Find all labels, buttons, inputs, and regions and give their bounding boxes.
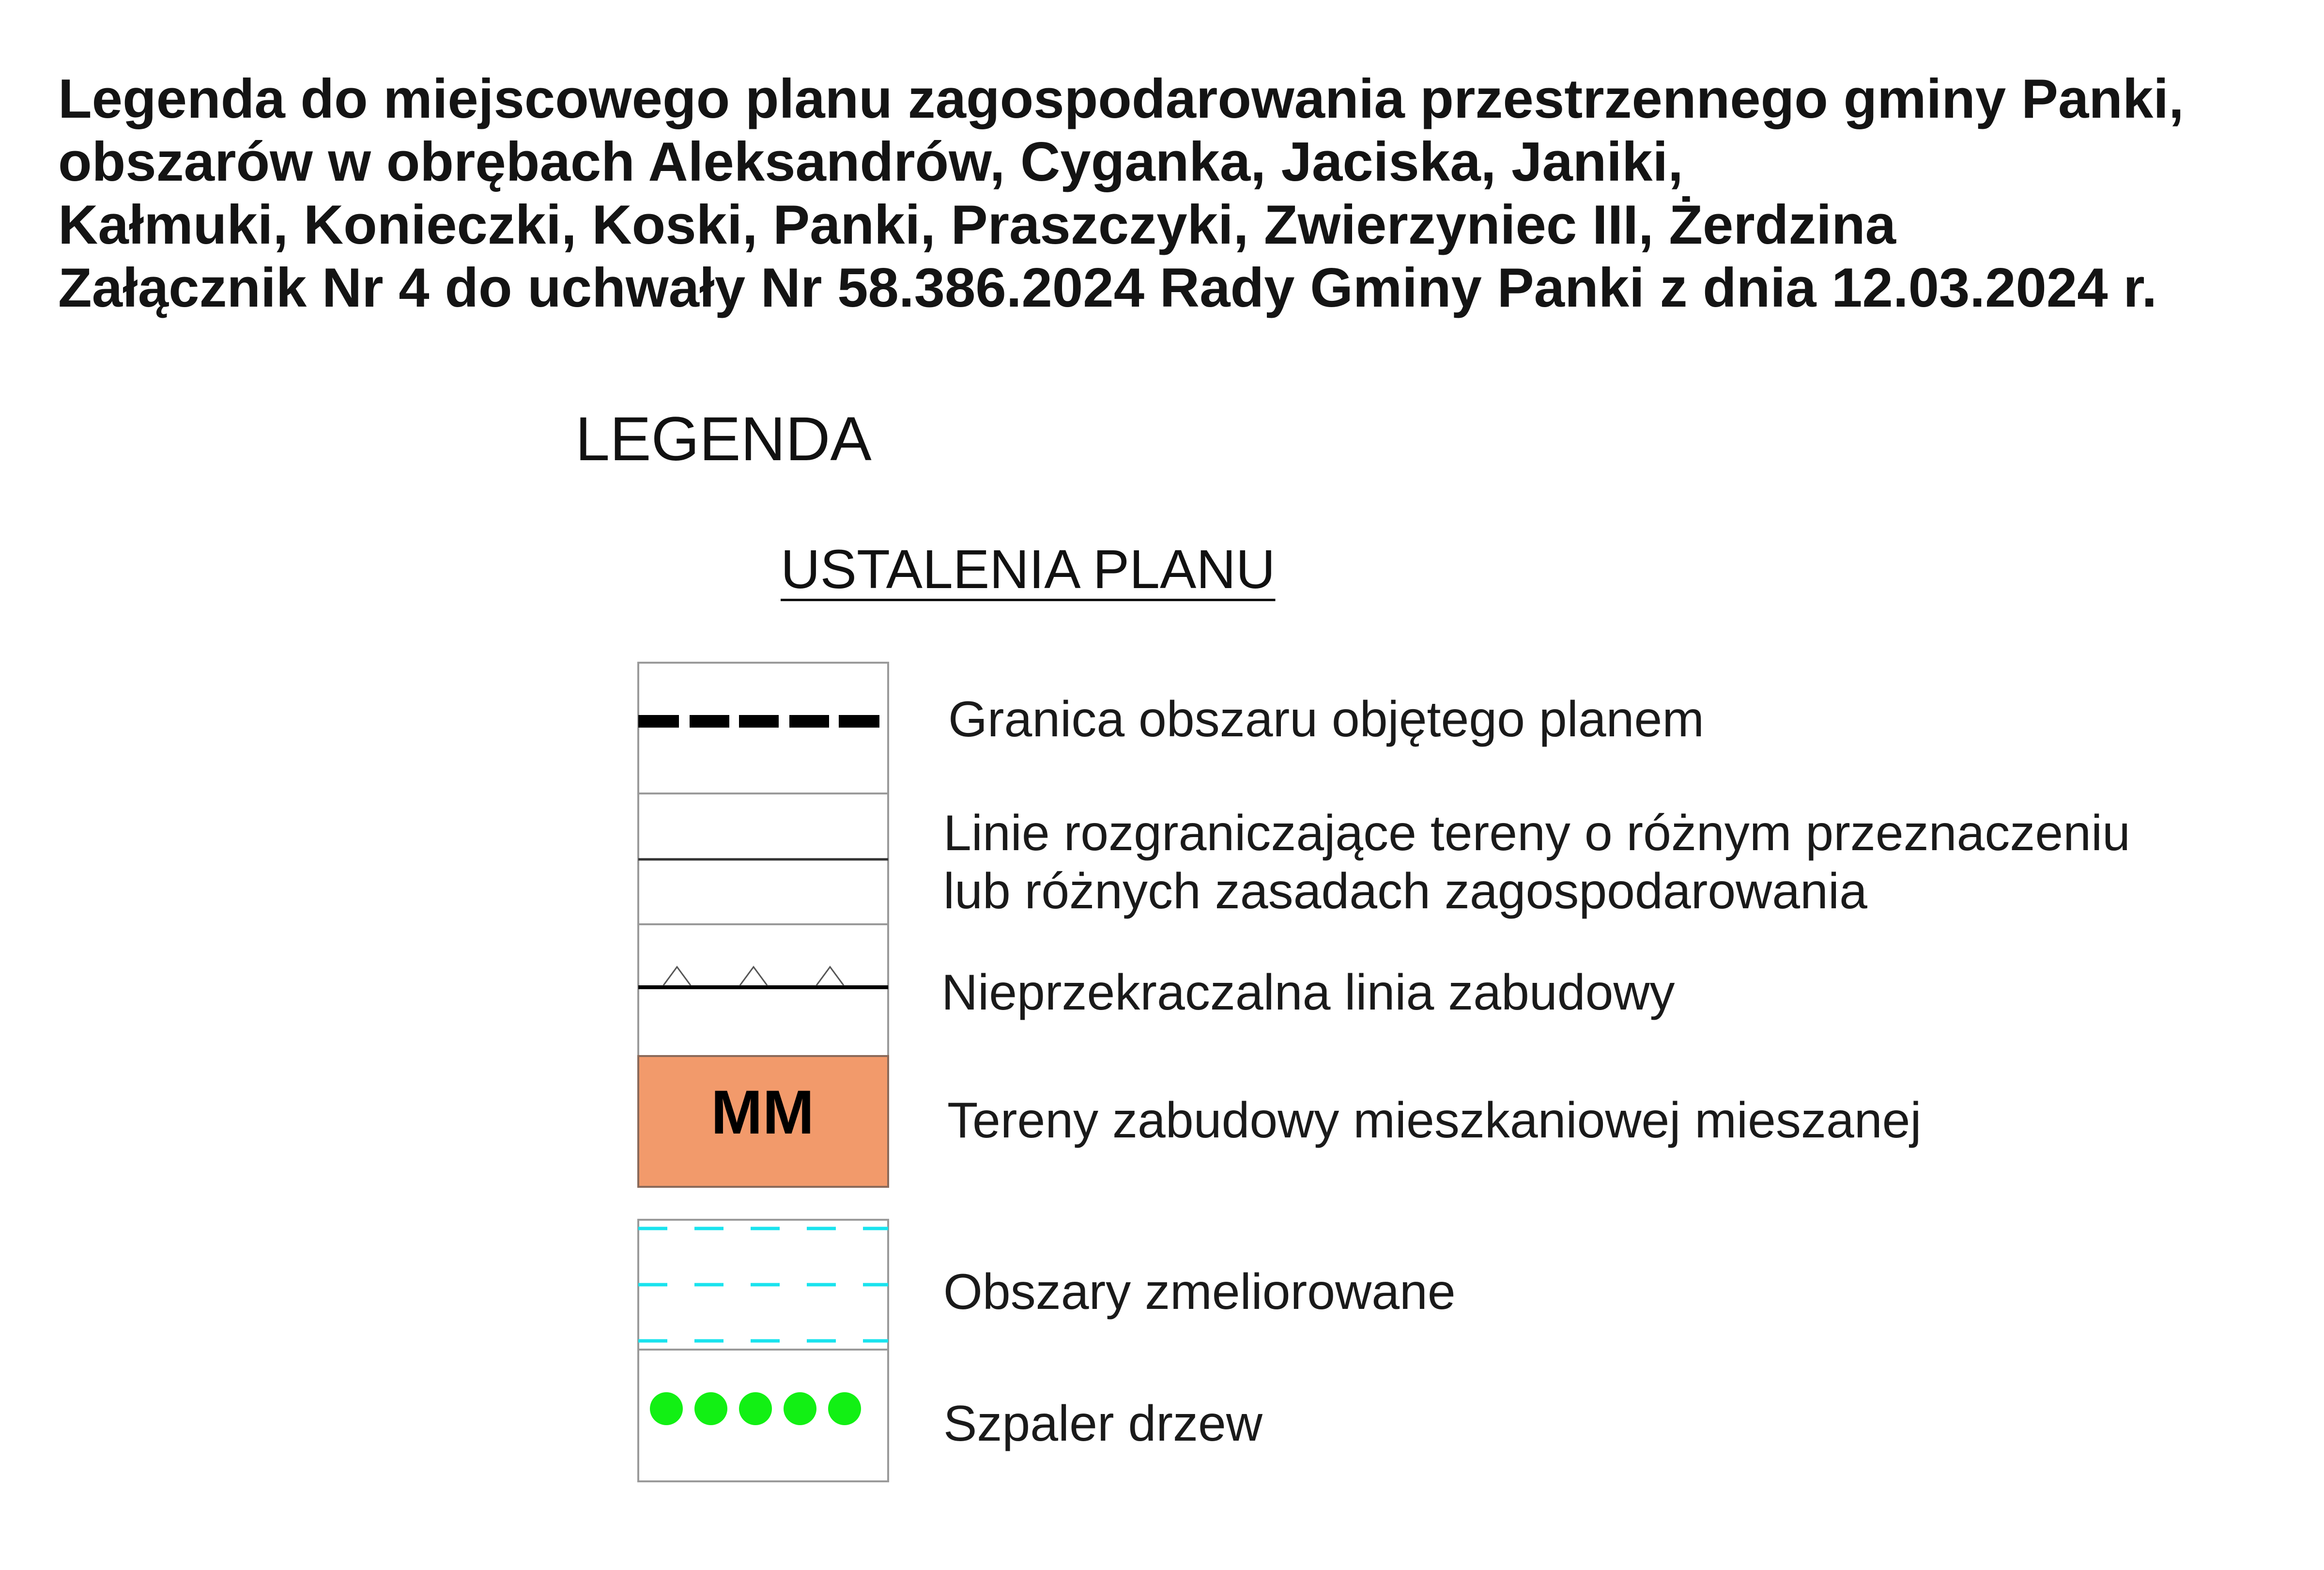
header-line-3: Kałmuki, Konieczki, Koski, Panki, Praszczyki, Zwierzyniec III, Żerdzina	[58, 194, 1896, 256]
header-line-2: obszarów w obrębach Aleksandrów, Cyganka, Jaciska, Janiki,	[58, 131, 1683, 193]
legend-label-dividing-lines-line-2: lub różnych zasadach zagospodarowania	[943, 863, 1867, 919]
mm-code-label: MM	[711, 1078, 815, 1147]
legend-label-dividing-lines-line-1: Linie rozgraniczające tereny o różnym przeznaczeniu	[943, 805, 2131, 861]
legend-label-melioration: Obszary zmeliorowane	[943, 1264, 1456, 1320]
plan-boundary-symbol	[638, 715, 879, 728]
legend-label-building-line: Nieprzekraczalna linia zabudowy	[941, 964, 1675, 1021]
header-line-4: Załącznik Nr 4 do uchwały Nr 58.386.2024 Rady Gminy Panki z dnia 12.03.2024 r.	[58, 257, 2157, 319]
legend-label-plan-boundary: Granica obszaru objętego planem	[948, 691, 1704, 747]
section-title-ustalenia-planu: USTALENIA PLANU	[781, 539, 1276, 600]
legend-symbol-group-bottom	[638, 1220, 888, 1481]
legend-label-mm-area: Tereny zabudowy mieszkaniowej mieszanej	[947, 1092, 1922, 1149]
legend-title: LEGENDA	[575, 404, 872, 474]
legend-label-tree-row: Szpaler drzew	[943, 1396, 1262, 1452]
legend-symbol-group-top	[638, 663, 888, 1056]
legend-label-dividing-lines	[943, 804, 2130, 920]
header-line-1: Legenda do miejscowego planu zagospodarowania przestrzennego gminy Panki,	[58, 68, 2184, 130]
